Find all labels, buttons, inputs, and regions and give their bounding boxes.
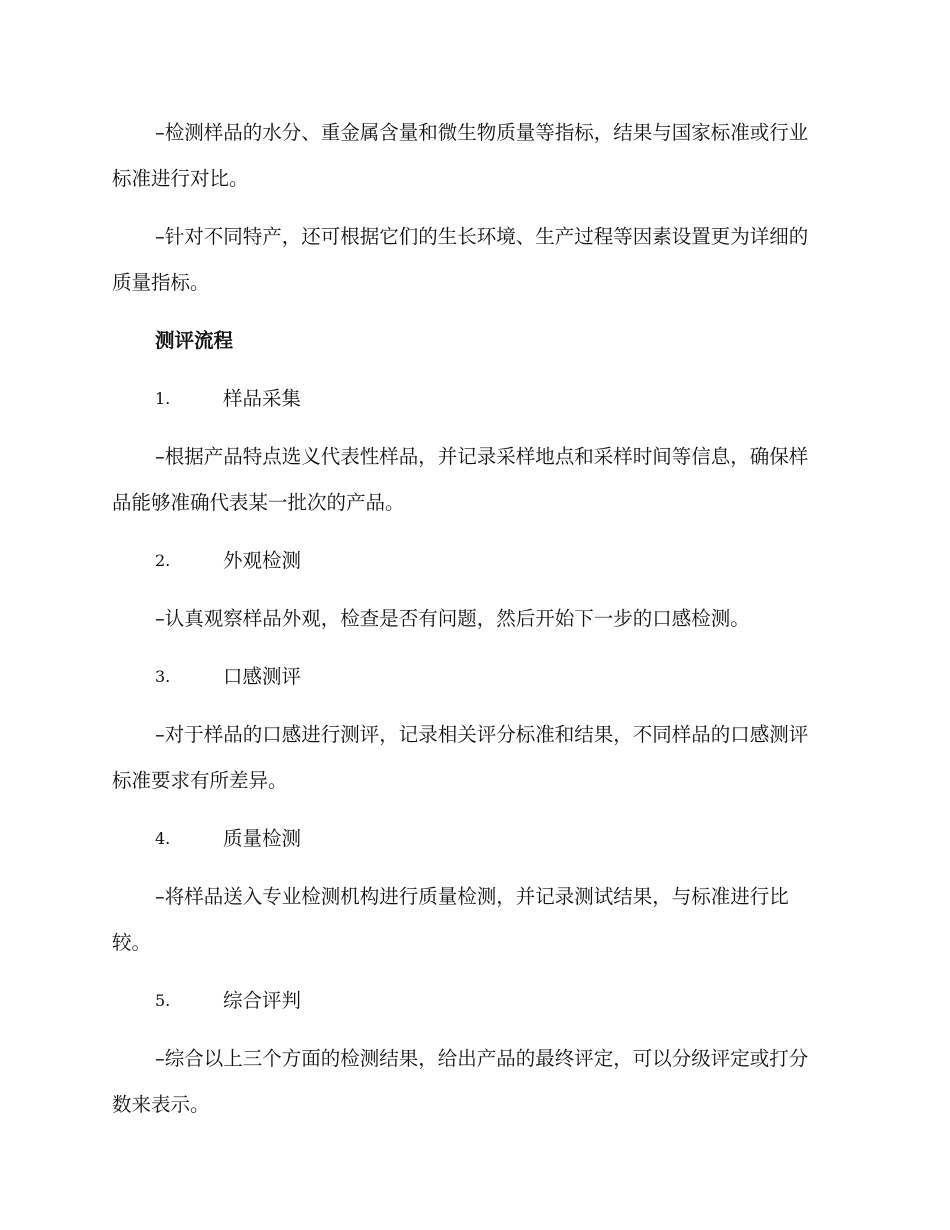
step-paragraph: –根据产品特点选义代表性样品，并记录采样地点和采样时间等信息，确保样品能够准确代表某一批次的产品。 xyxy=(112,445,809,514)
document-page xyxy=(112,110,822,1140)
intro-paragraph: –针对不同特产，还可根据它们的生长环境、生产过程等因素设置更为详细的质量指标。 xyxy=(112,225,809,294)
step-title: 外观检测 xyxy=(223,549,302,572)
step-heading xyxy=(155,816,822,862)
step-number: 3. xyxy=(155,667,171,686)
intro-paragraph: –检测样品的水分、重金属含量和微生物质量等指标，结果与国家标准或行业标准进行对比。 xyxy=(112,121,809,190)
step-heading xyxy=(155,538,822,584)
section-heading: 测评流程 xyxy=(155,329,234,352)
step-paragraph: –综合以上三个方面的检测结果，给出产品的最终评定，可以分级评定或打分数来表示。 xyxy=(112,1047,809,1116)
step-paragraph: –认真观察样品外观，检查是否有问题，然后开始下一步的口感检测。 xyxy=(155,607,750,630)
step-number: 2. xyxy=(155,551,171,570)
step-heading xyxy=(155,376,822,422)
step-paragraph: –将样品送入专业检测机构进行质量检测，并记录测试结果，与标准进行比较。 xyxy=(112,885,789,954)
step-title: 口感测评 xyxy=(223,665,302,688)
step-heading xyxy=(155,654,822,700)
step-title: 综合评判 xyxy=(223,989,302,1012)
step-paragraph: –对于样品的口感进行测评，记录相关评分标准和结果，不同样品的口感测评标准要求有所差异。 xyxy=(112,723,809,792)
step-number: 4. xyxy=(155,829,171,848)
step-heading xyxy=(155,978,822,1024)
step-title: 质量检测 xyxy=(223,827,302,850)
step-number: 5. xyxy=(155,991,171,1010)
step-number: 1. xyxy=(155,389,171,408)
step-title: 样品采集 xyxy=(223,387,302,410)
